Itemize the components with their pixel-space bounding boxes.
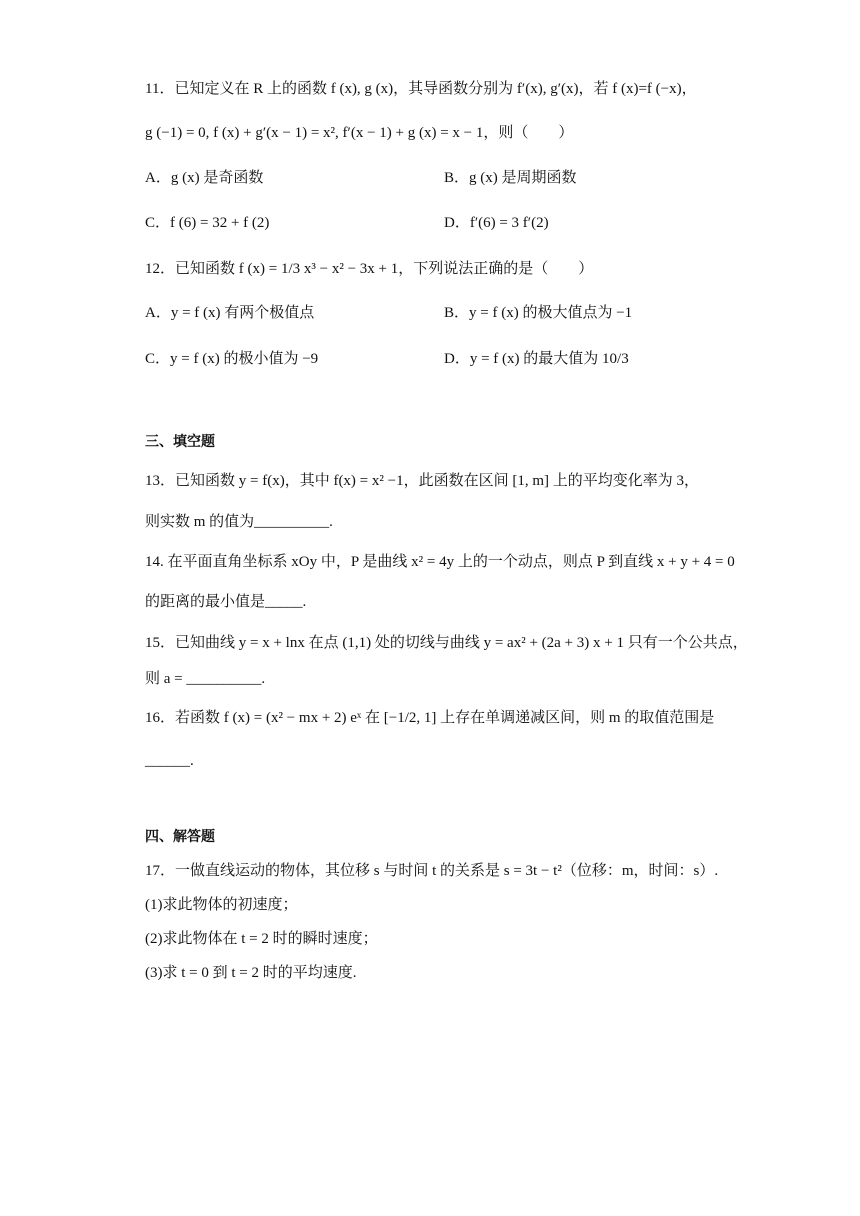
q12-option-d: D．y = f (x) 的最大值为 10/3 bbox=[444, 351, 629, 367]
q15-line1: 15．已知曲线 y = x + lnx 在点 (1,1) 处的切线与曲线 y = ax² + (2a + 3) x + 1 只有一个公共点， bbox=[145, 635, 748, 651]
q14-line2: 的距离的最小值是_____. bbox=[145, 594, 307, 610]
q11-stem-line1: 11．已知定义在 R 上的函数 f (x), g (x)，其导函数分别为 f′(x), g′(x)，若 f (x)=f (−x)， bbox=[145, 81, 697, 97]
q11-option-d: D．f′(6) = 3 f′(2) bbox=[444, 215, 549, 231]
q14-line1: 14. 在平面直角坐标系 xOy 中，P 是曲线 x² = 4y 上的一个动点，则点 P 到直线 x + y + 4 = 0 bbox=[145, 554, 735, 570]
q11-option-a: A．g (x) 是奇函数 bbox=[145, 170, 264, 186]
q17-stem: 17．一做直线运动的物体，其位移 s 与时间 t 的关系是 s = 3t − t²（位移：m，时间：s）. bbox=[145, 863, 719, 879]
q13-line1: 13．已知函数 y = f(x)，其中 f(x) = x² −1，此函数在区间 [1, m] 上的平均变化率为 3， bbox=[145, 473, 700, 489]
q13-line2: 则实数 m 的值为__________. bbox=[145, 514, 333, 530]
q11-stem-line2: g (−1) = 0, f (x) + g′(x − 1) = x², f′(x − 1) + g (x) = x − 1，则（ ） bbox=[145, 125, 574, 141]
q11-option-b: B．g (x) 是周期函数 bbox=[444, 170, 577, 186]
q17-part2: (2)求此物体在 t = 2 时的瞬时速度； bbox=[145, 931, 378, 947]
section-heading-fill-in: 三、填空题 bbox=[145, 434, 215, 450]
q12-option-b: B．y = f (x) 的极大值点为 −1 bbox=[444, 305, 633, 321]
q12-option-a: A．y = f (x) 有两个极值点 bbox=[145, 305, 315, 321]
section-heading-solutions: 四、解答题 bbox=[145, 829, 215, 845]
q17-part1: (1)求此物体的初速度； bbox=[145, 897, 298, 913]
q17-part3: (3)求 t = 0 到 t = 2 时的平均速度. bbox=[145, 965, 357, 981]
q12-stem: 12．已知函数 f (x) = 1/3 x³ − x² − 3x + 1，下列说法正确的是（ ） bbox=[145, 261, 594, 277]
q11-option-c: C．f (6) = 32 + f (2) bbox=[145, 215, 270, 231]
q12-option-c: C．y = f (x) 的极小值为 −9 bbox=[145, 351, 319, 367]
q15-line2: 则 a = __________. bbox=[145, 671, 266, 687]
q16-line2: ______. bbox=[145, 753, 194, 769]
q16-line1: 16．若函数 f (x) = (x² − mx + 2) eˣ 在 [−1/2, 1] 上存在单调递减区间，则 m 的取值范围是 bbox=[145, 710, 715, 726]
